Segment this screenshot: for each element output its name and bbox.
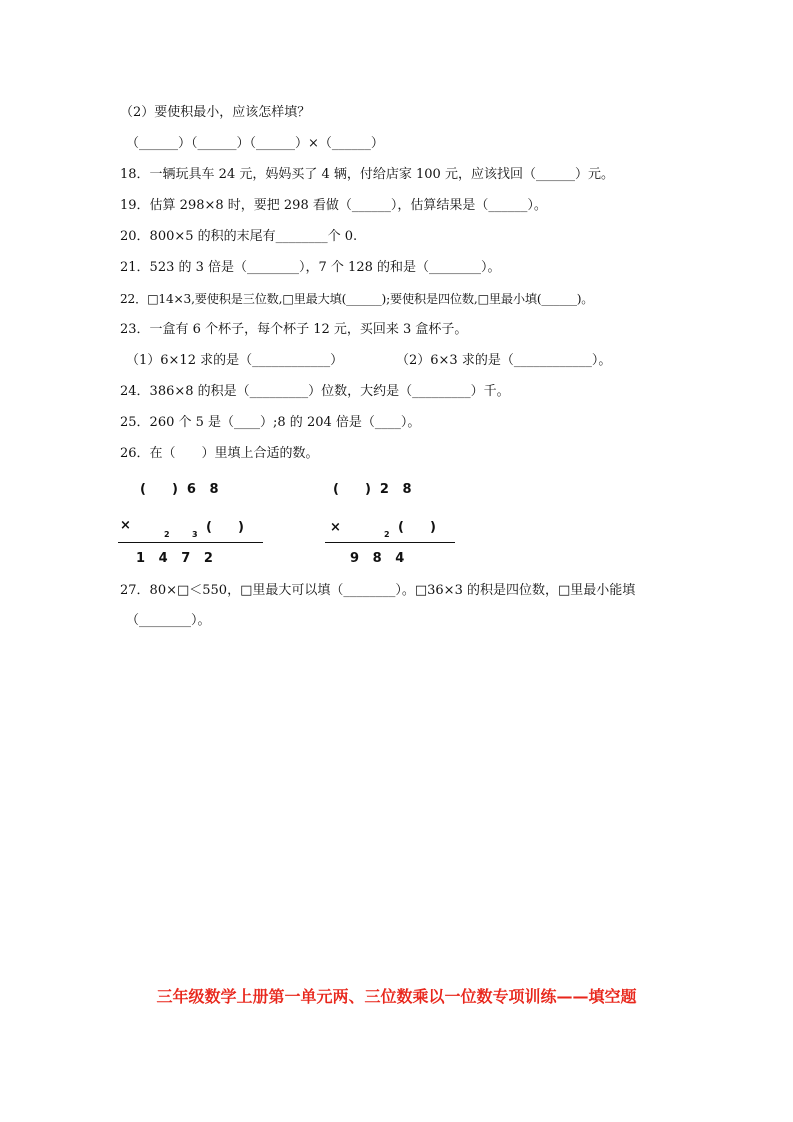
question-22: 22．□14×3,要使积是三位数,□里最大填(______);要使积是四位数,□里最小填(______)。 <box>120 292 594 306</box>
q17-part2-blanks: （______）（______）（______）×（______） <box>126 136 384 151</box>
right-carry-1: 2 <box>384 530 390 539</box>
right-product: 9 8 4 <box>350 551 405 566</box>
question-20: 20．800×5 的积的末尾有________个 0. <box>120 229 358 244</box>
right-multiplicand: ( ) 2 8 <box>333 482 412 497</box>
left-product: 1 4 7 2 <box>136 551 213 566</box>
left-carry-1: 2 <box>164 530 170 539</box>
footer-title: 三年级数学上册第一单元两、三位数乘以一位数专项训练——填空题 <box>156 987 637 1006</box>
question-21: 21．523 的 3 倍是（________），7 个 128 的和是（________）。 <box>120 260 501 275</box>
right-multiplier: ( ) <box>398 520 436 535</box>
question-18: 18．一辆玩具车 24 元，妈妈买了 4 辆，付给店家 100 元，应该找回（______）元。 <box>120 167 614 182</box>
right-divider-line <box>325 542 455 543</box>
left-divider-line <box>118 542 263 543</box>
question-26: 26．在（ ）里填上合适的数。 <box>120 446 319 461</box>
question-19: 19．估算 298×8 时，要把 298 看做（______），估算结果是（______）。 <box>120 198 547 213</box>
question-23-part1: （1）6×12 求的是（____________） <box>126 353 344 368</box>
left-times-sign: × <box>120 518 131 533</box>
left-carry-2: 3 <box>192 530 198 539</box>
q17-part2-prompt: （2）要使积最小，应该怎样填？ <box>120 105 311 120</box>
left-multiplier: ( ) <box>206 520 244 535</box>
question-24: 24．386×8 的积是（_________）位数，大约是（_________）千。 <box>120 384 510 399</box>
right-times-sign: × <box>330 520 341 535</box>
question-23: 23．一盒有 6 个杯子，每个杯子 12 元，买回来 3 盒杯子。 <box>120 322 468 337</box>
question-27-continued: （________）。 <box>126 613 211 628</box>
question-25: 25．260 个 5 是（____）;8 的 204 倍是（____）。 <box>120 415 421 430</box>
question-27: 27．80×□＜550，□里最大可以填（________）。□36×3 的积是四位数，□里最小能填 <box>120 583 636 598</box>
question-23-part2: （2）6×3 求的是（____________）。 <box>396 353 612 368</box>
left-multiplicand: ( ) 6 8 <box>140 482 219 497</box>
